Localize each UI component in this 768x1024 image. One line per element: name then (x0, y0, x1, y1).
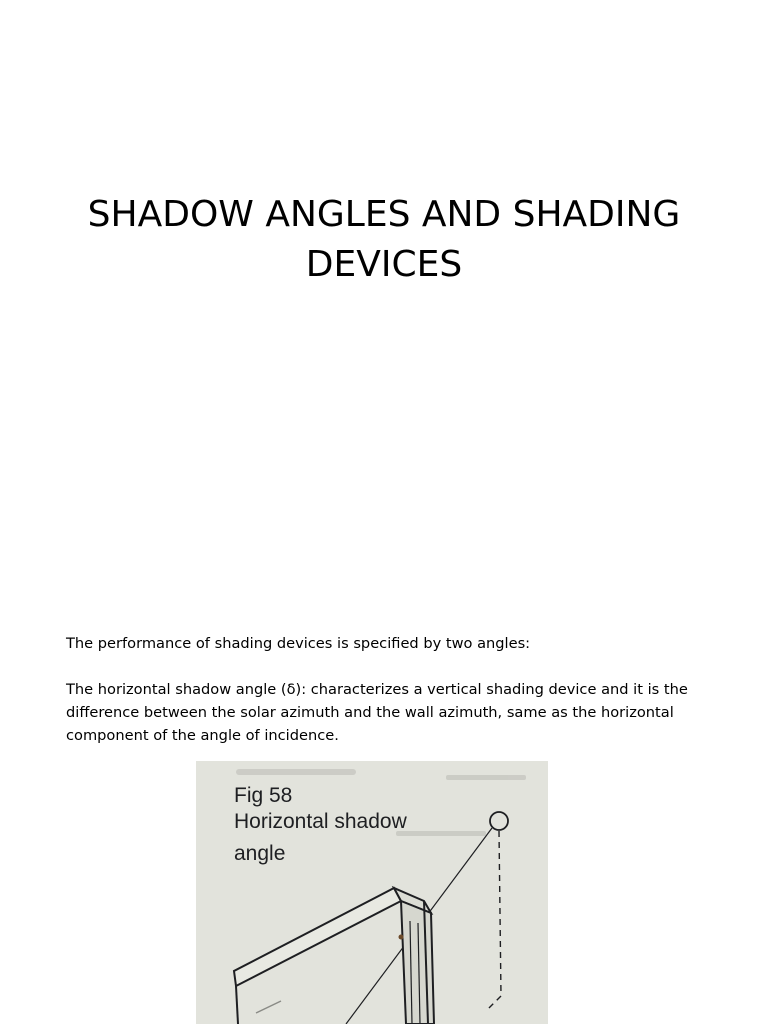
figure-number: Fig 58 (234, 784, 293, 807)
title-line-2: DEVICES (305, 244, 463, 285)
slide-title (40, 190, 728, 290)
sun-circle-icon (490, 812, 508, 830)
title-line-1: SHADOW ANGLES AND SHADING (87, 194, 681, 235)
figure-photo (196, 761, 548, 1024)
intro-paragraph: The performance of shading devices is specified by two angles: (66, 635, 531, 652)
figure-caption-line-2: angle (234, 842, 286, 865)
figure-caption-line-1: Horizontal shadow (234, 810, 407, 833)
definition-paragraph: The horizontal shadow angle (δ): characterizes a vertical shading device and it is the difference between the solar azimuth and the wall azimuth, same as the horizontal component of the angle of incidence. (66, 681, 688, 744)
